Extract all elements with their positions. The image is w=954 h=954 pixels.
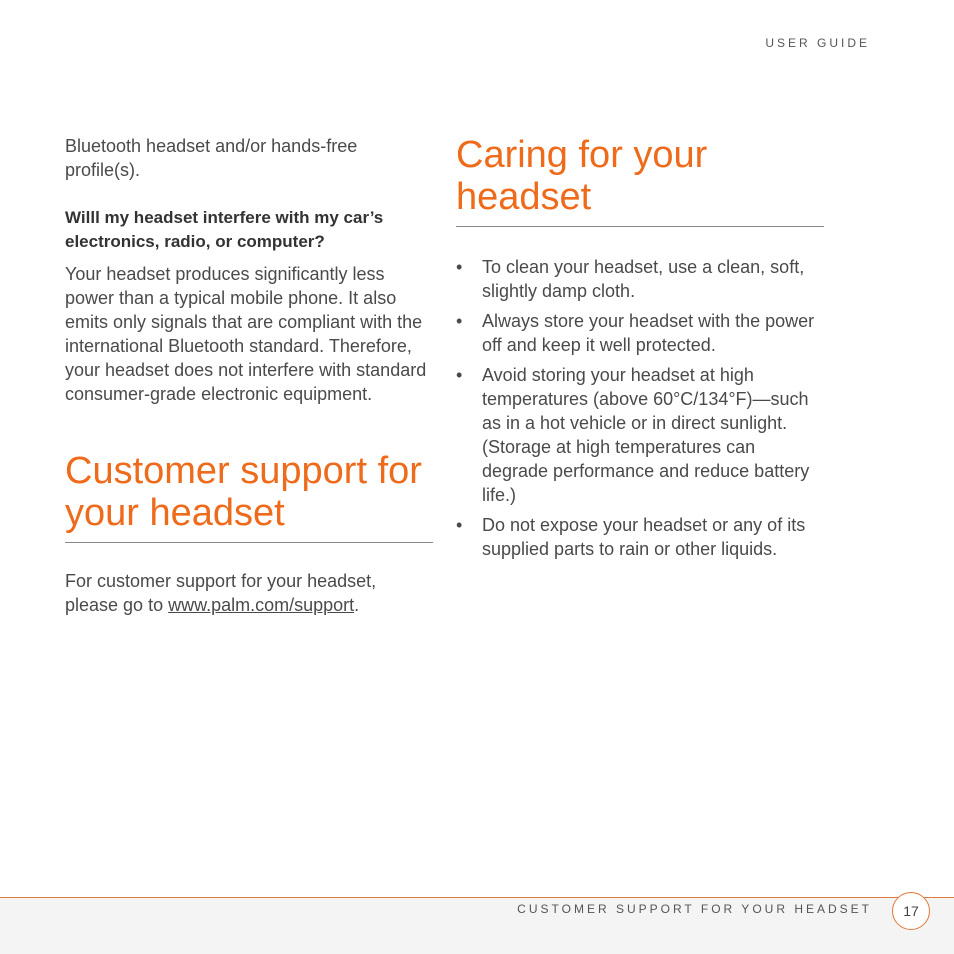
footer-section-label: CUSTOMER SUPPORT FOR YOUR HEADSET	[517, 902, 872, 916]
list-item-text: Do not expose your headset or any of its supplied parts to rain or other liquids.	[482, 515, 806, 559]
page-number-badge	[892, 892, 930, 930]
right-column	[456, 134, 824, 567]
customer-support-heading: Customer support for your headset	[65, 450, 433, 543]
support-text-after: .	[354, 595, 360, 615]
list-item	[456, 309, 824, 357]
list-item	[456, 363, 824, 507]
care-list	[456, 255, 824, 561]
bullet-icon: •	[456, 365, 463, 385]
list-item	[456, 255, 824, 303]
bullet-icon: •	[456, 257, 463, 277]
bullet-icon: •	[456, 515, 463, 535]
list-item	[456, 513, 824, 561]
footer-divider	[0, 897, 954, 898]
faq-question: Willl my headset interfere with my car’s electronics, radio, or computer?	[65, 208, 384, 251]
support-link[interactable]: www.palm.com/support	[168, 595, 355, 615]
intro-paragraph: Bluetooth headset and/or hands-free profile(s).	[65, 136, 358, 180]
list-item-text: To clean your headset, use a clean, soft, slightly damp cloth.	[482, 257, 805, 301]
list-item-text: Always store your headset with the power off and keep it well protected.	[482, 311, 815, 355]
left-column	[65, 134, 433, 617]
support-text-before: For customer support for your headset, please go to	[65, 571, 377, 615]
bullet-icon: •	[456, 311, 463, 331]
support-paragraph	[65, 569, 433, 617]
faq-answer: Your headset produces significantly less power than a typical mobile phone. It also emits only signals that are compliant with the international Bluetooth standard. Therefore, your headset does not interfere with standard consumer-grade electronic equipment.	[65, 264, 427, 404]
list-item-text: Avoid storing your headset at high temperatures (above 60°C/134°F)—such as in a hot vehicle or in direct sunlight. (Storage at high temperatures can degrade performance and reduce battery life.)	[482, 365, 810, 505]
caring-heading: Caring for your headset	[456, 134, 824, 227]
page-number: 17	[903, 903, 919, 919]
running-header: USER GUIDE	[765, 36, 870, 50]
